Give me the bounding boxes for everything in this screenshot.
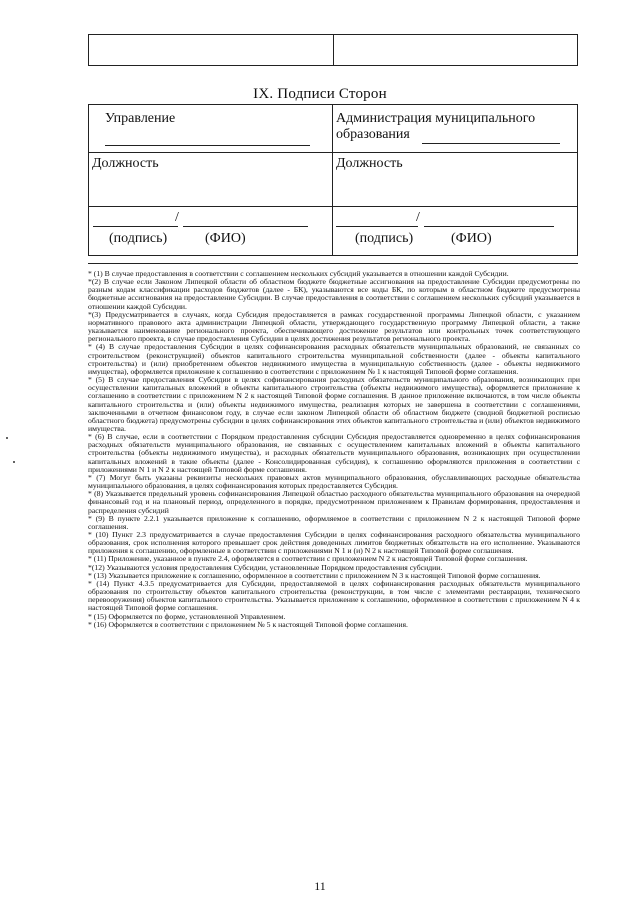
footnote: * (1) В случае предоставления в соответствии с соглашением нескольких субсидий указывается в отношении каждой Субсидии. — [88, 269, 509, 278]
right-party-name-line1: Администрация муниципального — [336, 111, 536, 126]
footnote: *(12) Указываются условия предоставления Субсидии, установленные Порядком предоставления субсидии. — [88, 562, 443, 572]
right-name-caption: (ФИО) — [451, 231, 492, 246]
scan-speck — [13, 461, 15, 463]
left-slash: / — [175, 210, 179, 225]
footnote: * (8) Указывается предельный уровень софинансирования Липецкой областью расходного обязательства муниципального образования на очередной финансовый год и на плановый период, определенного в порядке, предусмотренном приложением к Правилам формирования, предоставления и распределения субсидий — [88, 489, 580, 515]
footnote: * (10) Пункт 2.3 предусматривается в случае предоставления Субсидии в целях софинансирования расходного обязательства муниципального образования, срок исполнения которого превышает срок действия доведенных лимитов бюджетных обязательств на его исполнение. Указываются приложения к соглашению, оформленные в соответствии с приложениями N 1 и (и) N 2 к настоящей Типовой форме соглашения. — [88, 530, 580, 556]
footnote: * (5) В случае предоставления Субсидии в целях софинансирования расходных обязательств муниципального образования, возникающих при осуществлении капитальных вложений в объекты капитального строительства (объекты недвижимого имущества), оформляется приложение к соглашению в соответствии с приложением N 2 к настоящей Типовой форме соглашения. В данное приложение включаются, в том числе объекты капитального строительства и (или) объекты недвижимого имущества, реализация которых не завершена в соответствии с соглашениями, заключенными в отчетном финансовом году, в случае если законом Липецкой области об областном бюджете (сводной бюджетной росписью областного бюджета) предусмотрены субсидии в целях софинансирования этих объектов капитального строительства и (или) объектов недвижимого имущества. — [88, 375, 580, 433]
right-slash: / — [416, 210, 420, 225]
footnotes — [88, 270, 580, 629]
signature-table-row-line — [89, 206, 577, 207]
footnote-separator — [88, 263, 578, 264]
footnote: * (13) Указывается приложение к соглашению, оформленное в соответствии с приложением N 3 к настоящей Типовой форме соглашения. — [88, 570, 541, 580]
left-name-line — [183, 226, 308, 227]
footnote: * (9) В пункте 2.2.1 указывается приложение к соглашению, оформляемое в соответствии с приложением N 2 к настоящей Типовой форме соглашения. — [88, 513, 580, 531]
footnote: * (14) Пункт 4.3.5 предусматривается для Субсидии, предоставляемой в целях софинансирования расходных обязательств муниципального образования по строительству объектов капитального строительства (реконструкции, в том числе с элементами реставрации, технического перевооружения) объектов капитального строительства. Указывается приложение к соглашению, оформленное в соответствии с приложением N 4 к настоящей Типовой форме соглашения. — [88, 578, 580, 613]
right-name-line — [424, 226, 554, 227]
footnote: *(2) В случае если Законом Липецкой области об областном бюджете бюджетные ассигнования на предоставление Субсидии предусмотрены по разным кодам классификации расходов бюджетов (далее - БК), указываются все коды БК, по которым в областном бюджете предусмотрены бюджетные ассигнования на предоставление Субсидии. В случае предоставления в соответствии с соглашением нескольких субсидий указывается в отношении каждой Субсидии. — [88, 277, 580, 311]
page-number: 11 — [314, 879, 326, 893]
left-party-underline — [105, 145, 310, 146]
empty-table-cell-left — [89, 35, 333, 65]
signature-table — [88, 104, 578, 256]
footnote: * (11) Приложение, указанное в пункте 2.4, оформляется в соответствии с приложением N 2 к настоящей Типовой форме соглашения. — [88, 554, 528, 564]
left-party-name: Управление — [105, 111, 176, 126]
scan-speck — [6, 437, 8, 439]
right-party-underline — [422, 143, 560, 144]
left-signature-caption: (подпись) — [109, 231, 168, 246]
left-position-label: Должность — [92, 156, 159, 171]
footnote: * (4) В случае предоставления Субсидии в целях софинансирования расходных обязательств муниципальных образований, не связанных со строительством (реконструкцией) объектов капитального строительства муниципальной собственности (далее - объекты капитального строительства) и (или) приобретением объектов недвижимого имущества в муниципальную собственность (далее - объекты недвижимого имущества), оформляется приложение к соглашению в соответствии с приложением № 1 к настоящей Типовой форме соглашения. — [88, 342, 580, 376]
footnote: * (6) В случае, если в соответствии с Порядком предоставления субсидии Субсидия предоставляется одновременно в целях софинансирования расходных обязательств муниципального образования, не связанных с осуществлением капитальных вложений в объекты капитального строительства (объекты недвижимого имущества), и расходных обязательств муниципального образования, возникающих при осуществлении капитальных вложений в такие объекты (далее - Консолидированная субсидия), к соглашению оформляются приложения в соответствии с приложениями N 1 и N 2 к настоящей Типовой форме соглашения. — [88, 432, 580, 474]
empty-table-cell-right — [333, 35, 578, 65]
signature-table-divider — [332, 105, 333, 255]
footnote: * (16) Оформляется в соответствии с приложением № 5 к настоящей Типовой форме соглашения. — [88, 619, 408, 629]
right-signature-caption: (подпись) — [355, 231, 414, 246]
left-signature-line — [93, 226, 178, 227]
empty-table-row — [88, 34, 578, 66]
section-title: IX. Подписи Сторон — [253, 86, 387, 102]
right-party-name-line2: образования — [336, 127, 410, 142]
footnote: * (15) Оформляется по форме, установленной Управлением. — [88, 611, 286, 621]
right-signature-line — [336, 226, 418, 227]
footnote: *(3) Предусматривается в случаях, когда Субсидия предоставляется в рамках государственной программы Липецкой области, с указанием нормативного правового акта администрации Липецкой области, утверждающего государственную программу Липецкой области, а также указывается наименование регионального проекта, обеспечивающего достижение результатов или контрольных точек соответствующего регионального проекта, в случае предоставления Субсидии в целях достижения результатов регионального проекта. — [88, 309, 580, 344]
signature-table-row-line — [89, 152, 577, 153]
left-name-caption: (ФИО) — [205, 231, 246, 246]
right-position-label: Должность — [336, 156, 403, 171]
footnote: * (7) Могут быть указаны реквизиты нескольких правовых актов муниципального образования, обуславливающих расходные обязательства муниципального образования, в целях софинансирования которых предоставляется Субсидия. — [88, 472, 580, 491]
